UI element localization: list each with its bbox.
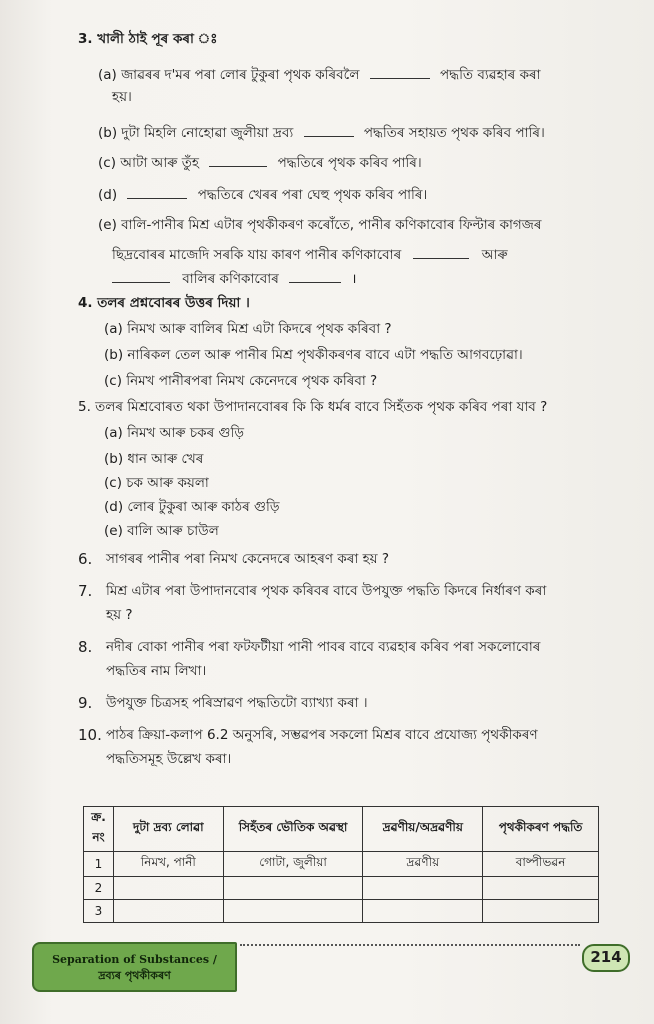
q5-b: (b) ধান আৰু খেৰ bbox=[104, 451, 204, 467]
q3-b-text2: পদ্ধতিৰ সহায়ত পৃথক কৰিব পাৰি। bbox=[363, 125, 545, 141]
chapter-title-badge bbox=[32, 942, 237, 992]
table-cell: 3 bbox=[84, 900, 114, 923]
table-cell: দ্ৰৱণীয় bbox=[363, 852, 483, 877]
q3-e-end: । bbox=[351, 271, 357, 287]
q3-c-text: (c) আটা আৰু তুঁহ bbox=[98, 155, 199, 171]
table-row bbox=[84, 852, 599, 877]
q3-b-blank bbox=[304, 122, 354, 137]
separation-table bbox=[83, 806, 599, 923]
table-cell bbox=[483, 900, 599, 923]
q10-text2: পদ্ধতিসমূহ উল্লেখ কৰা। bbox=[106, 751, 232, 767]
q5-c: (c) চক আৰু কয়লা bbox=[104, 475, 209, 491]
table-cell: 2 bbox=[84, 877, 114, 900]
q5-d: (d) লোৰ টুকুৰা আৰু কাঠৰ গুড়ি bbox=[104, 499, 280, 515]
chapter-title-assamese: দ্ৰব্যৰ পৃথকীকৰণ bbox=[98, 969, 171, 982]
table-cell bbox=[483, 877, 599, 900]
q8-number: 8. bbox=[78, 638, 93, 656]
footer-dotted-rule bbox=[240, 944, 580, 946]
q3-e-line3 bbox=[112, 268, 357, 288]
q3-c-blank bbox=[209, 152, 267, 167]
table-header-cell: দ্ৰৱণীয়/অদ্ৰৱণীয় bbox=[363, 807, 483, 852]
q4-c: (c) নিমখ পানীৰপৰা নিমখ কেনেদৰে পৃথক কৰিবা ? bbox=[104, 373, 378, 389]
q3-e-line2 bbox=[112, 244, 508, 264]
table-header-cell: ক্ৰ. নং bbox=[84, 807, 114, 852]
q4-heading: 4. তলৰ প্ৰশ্নবোৰৰ উত্তৰ দিয়া । bbox=[78, 295, 250, 311]
table-cell bbox=[113, 877, 223, 900]
q9-number: 9. bbox=[78, 694, 93, 712]
table-cell bbox=[363, 877, 483, 900]
q3-e-blank2 bbox=[112, 268, 170, 283]
q5-heading: 5. তলৰ মিশ্ৰবোৰত থকা উপাদানবোৰৰ কি কি ধৰ্মৰ বাবে সিহঁতক পৃথক কৰিব পৰা যাব ? bbox=[78, 399, 548, 415]
q7-text1: মিশ্ৰ এটাৰ পৰা উপাদানবোৰ পৃথক কৰিবৰ বাবে উপযুক্ত পদ্ধতি কিদৰে নিৰ্ধাৰণ কৰা bbox=[106, 583, 547, 599]
q3-a-blank bbox=[370, 64, 430, 79]
q7-text2: হয় ? bbox=[106, 607, 133, 623]
q3-a-text: (a) জাৱৰৰ দ'মৰ পৰা লোৰ টুকুৰা পৃথক কৰিবলৈ bbox=[98, 67, 360, 83]
q5-a: (a) নিমখ আৰু চকৰ গুড়ি bbox=[104, 425, 244, 441]
q3-c-line bbox=[98, 152, 422, 172]
table-cell bbox=[223, 900, 363, 923]
q3-e-text2: ছিদ্ৰবোৰৰ মাজেদি সৰকি যায় কাৰণ পানীৰ কণিকাবোৰ bbox=[112, 247, 402, 263]
table-row bbox=[84, 900, 599, 923]
table-cell: বাষ্পীভৱন bbox=[483, 852, 599, 877]
table-header-cell: দুটা দ্ৰব্য লোৱা bbox=[113, 807, 223, 852]
q9-text: উপযুক্ত চিত্ৰসহ পৰিস্ৰাৱণ পদ্ধতিটো ব্যাখ্যা কৰা । bbox=[106, 695, 368, 711]
chapter-title-english: Separation of Substances / bbox=[52, 953, 217, 966]
q7-number: 7. bbox=[78, 582, 93, 600]
table-cell: গোটা, জুলীয়া bbox=[223, 852, 363, 877]
q10-number: 10. bbox=[78, 726, 102, 744]
table-cell bbox=[223, 877, 363, 900]
table-header-row bbox=[84, 807, 599, 852]
q3-d-blank bbox=[127, 184, 187, 199]
q3-e-blank1 bbox=[413, 244, 469, 259]
page-number: 214 bbox=[582, 944, 630, 972]
table-cell: 1 bbox=[84, 852, 114, 877]
q6-text: সাগৰৰ পানীৰ পৰা নিমখ কেনেদৰে আহৰণ কৰা হয় ? bbox=[106, 551, 390, 567]
q5-e: (e) বালি আৰু চাউল bbox=[104, 523, 219, 539]
q3-a-line2: হয়। bbox=[112, 89, 132, 105]
table-header-cell: পৃথকীকৰণ পদ্ধতি bbox=[483, 807, 599, 852]
q3-d-text2: পদ্ধতিৰে খেৰৰ পৰা ঘেহু পৃথক কৰিব পাৰি। bbox=[197, 187, 428, 203]
q3-e-text4: বালিৰ কণিকাবোৰ bbox=[182, 271, 279, 287]
q3-d-line bbox=[98, 184, 427, 204]
q3-c-text2: পদ্ধতিৰে পৃথক কৰিব পাৰি। bbox=[277, 155, 422, 171]
q3-b-line bbox=[98, 122, 545, 142]
table-cell: নিমখ, পানী bbox=[113, 852, 223, 877]
q3-heading: 3. খালী ঠাই পূৰ কৰা ঃ bbox=[78, 31, 218, 47]
table-cell bbox=[113, 900, 223, 923]
q3-a-text2: পদ্ধতি ব্যৱহাৰ কৰা bbox=[440, 67, 541, 83]
q3-e-line1: (e) বালি-পানীৰ মিশ্ৰ এটাৰ পৃথকীকৰণ কৰোঁতে, পানীৰ কণিকাবোৰ ফিল্টাৰ কাগজৰ bbox=[98, 217, 542, 233]
q4-b: (b) নাৰিকল তেল আৰু পানীৰ মিশ্ৰ পৃথকীকৰণৰ বাবে এটা পদ্ধতি আগবঢ়োৱা। bbox=[104, 347, 523, 363]
table-cell bbox=[363, 900, 483, 923]
table-row bbox=[84, 877, 599, 900]
q3-e-text3: আৰু bbox=[481, 247, 508, 263]
q3-e-blank3 bbox=[289, 268, 341, 283]
q4-a: (a) নিমখ আৰু বালিৰ মিশ্ৰ এটা কিদৰে পৃথক কৰিবা ? bbox=[104, 321, 392, 337]
q3-b-text: (b) দুটা মিহলি নোহোৱা জুলীয়া দ্ৰব্য bbox=[98, 125, 294, 141]
q3-a-line1 bbox=[98, 64, 541, 84]
q8-text2: পদ্ধতিৰ নাম লিখা। bbox=[106, 663, 207, 679]
q6-number: 6. bbox=[78, 550, 93, 568]
q8-text1: নদীৰ বোকা পানীৰ পৰা ফটফটীয়া পানী পাবৰ বাবে ব্যৱহাৰ কৰিব পৰা সকলোবোৰ bbox=[106, 639, 541, 655]
q10-text1: পাঠৰ ক্ৰিয়া-কলাপ 6.2 অনুসৰি, সম্ভৱপৰ সকলো মিশ্ৰৰ বাবে প্ৰযোজ্য পৃথকীকৰণ bbox=[106, 727, 538, 743]
q3-d-text: (d) bbox=[98, 187, 118, 203]
table-header-cell: সিহঁতৰ ভৌতিক অৱস্থা bbox=[223, 807, 363, 852]
